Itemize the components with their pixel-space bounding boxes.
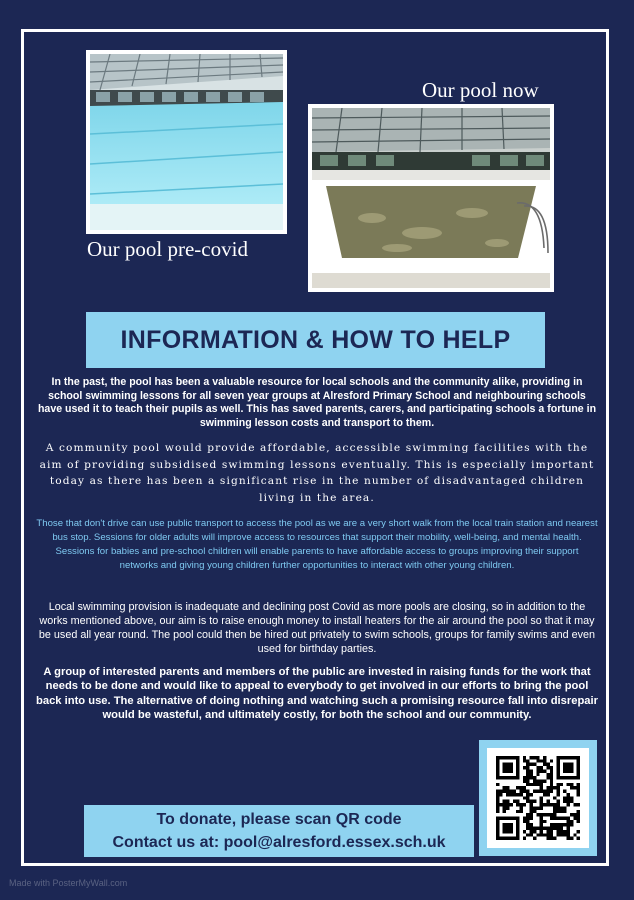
paragraph-history: In the past, the pool has been a valuable resource for local schools and the community alike, providing in school swimming lessons for all seven year groups at Alresford Primary School and neighbouring schools have used it to teach their pupils as well. This has saved parents, carers, and participating schools a fortune in swimming lesson costs and transport to them. <box>37 376 597 429</box>
info-heading: INFORMATION & HOW TO HELP <box>86 312 545 368</box>
paragraph-appeal: A group of interested parents and members of the public are invested in raising funds for the work that needs to be done and would like to appeal to everybody to get involved in our efforts to bring the pool back into use. The alternative of doing nothing and watching such a promising resource fall into disrepair would be wasteful, and ultimately costly, for both the school and our community. <box>36 666 598 722</box>
qr-code-panel[interactable] <box>479 740 597 856</box>
qr-code[interactable] <box>487 748 589 848</box>
watermark: Made with PosterMyWall.com <box>9 878 128 888</box>
donate-panel <box>84 805 474 857</box>
photo-pool-now <box>308 104 554 292</box>
paragraph-community-pool: A community pool would provide affordable, accessible swimming facilities with the aim of providing subsidised swimming lessons eventually. This is especially important today as there has been a significant rise in the number of disadvantaged children living in the area. <box>39 442 595 504</box>
caption-pre-covid: Our pool pre-covid <box>87 237 248 261</box>
contact-email-link[interactable]: Contact us at: pool@alresford.essex.sch.uk <box>112 834 446 851</box>
qr-code-icon <box>496 756 580 840</box>
photo-pool-pre-covid <box>86 50 287 234</box>
paragraph-local-provision: Local swimming provision is inadequate and declining post Covid as more pools are closing, so in addition to the works mentioned above, our aim is to raise enough money to install heaters for the air around the pool so that it may be used all year round. The pool could then be hired out privately to swim schools, groups for family swims and even used for birthday parties. <box>38 601 596 655</box>
caption-pool-now: Our pool now <box>422 78 539 102</box>
paragraph-access: Those that don't drive can use public transport to access the pool as we are a very short walk from the local train station and nearest bus stop. Sessions for older adults will improve access to resources that support their mobility, well-being, and mental health. Sessions for babies and pre-school children will enable parents to have affordable access to groups improving their support networks and giving young children further opportunities to interact with other young children. <box>36 518 598 571</box>
donate-instruction: To donate, please scan QR code <box>156 811 402 828</box>
